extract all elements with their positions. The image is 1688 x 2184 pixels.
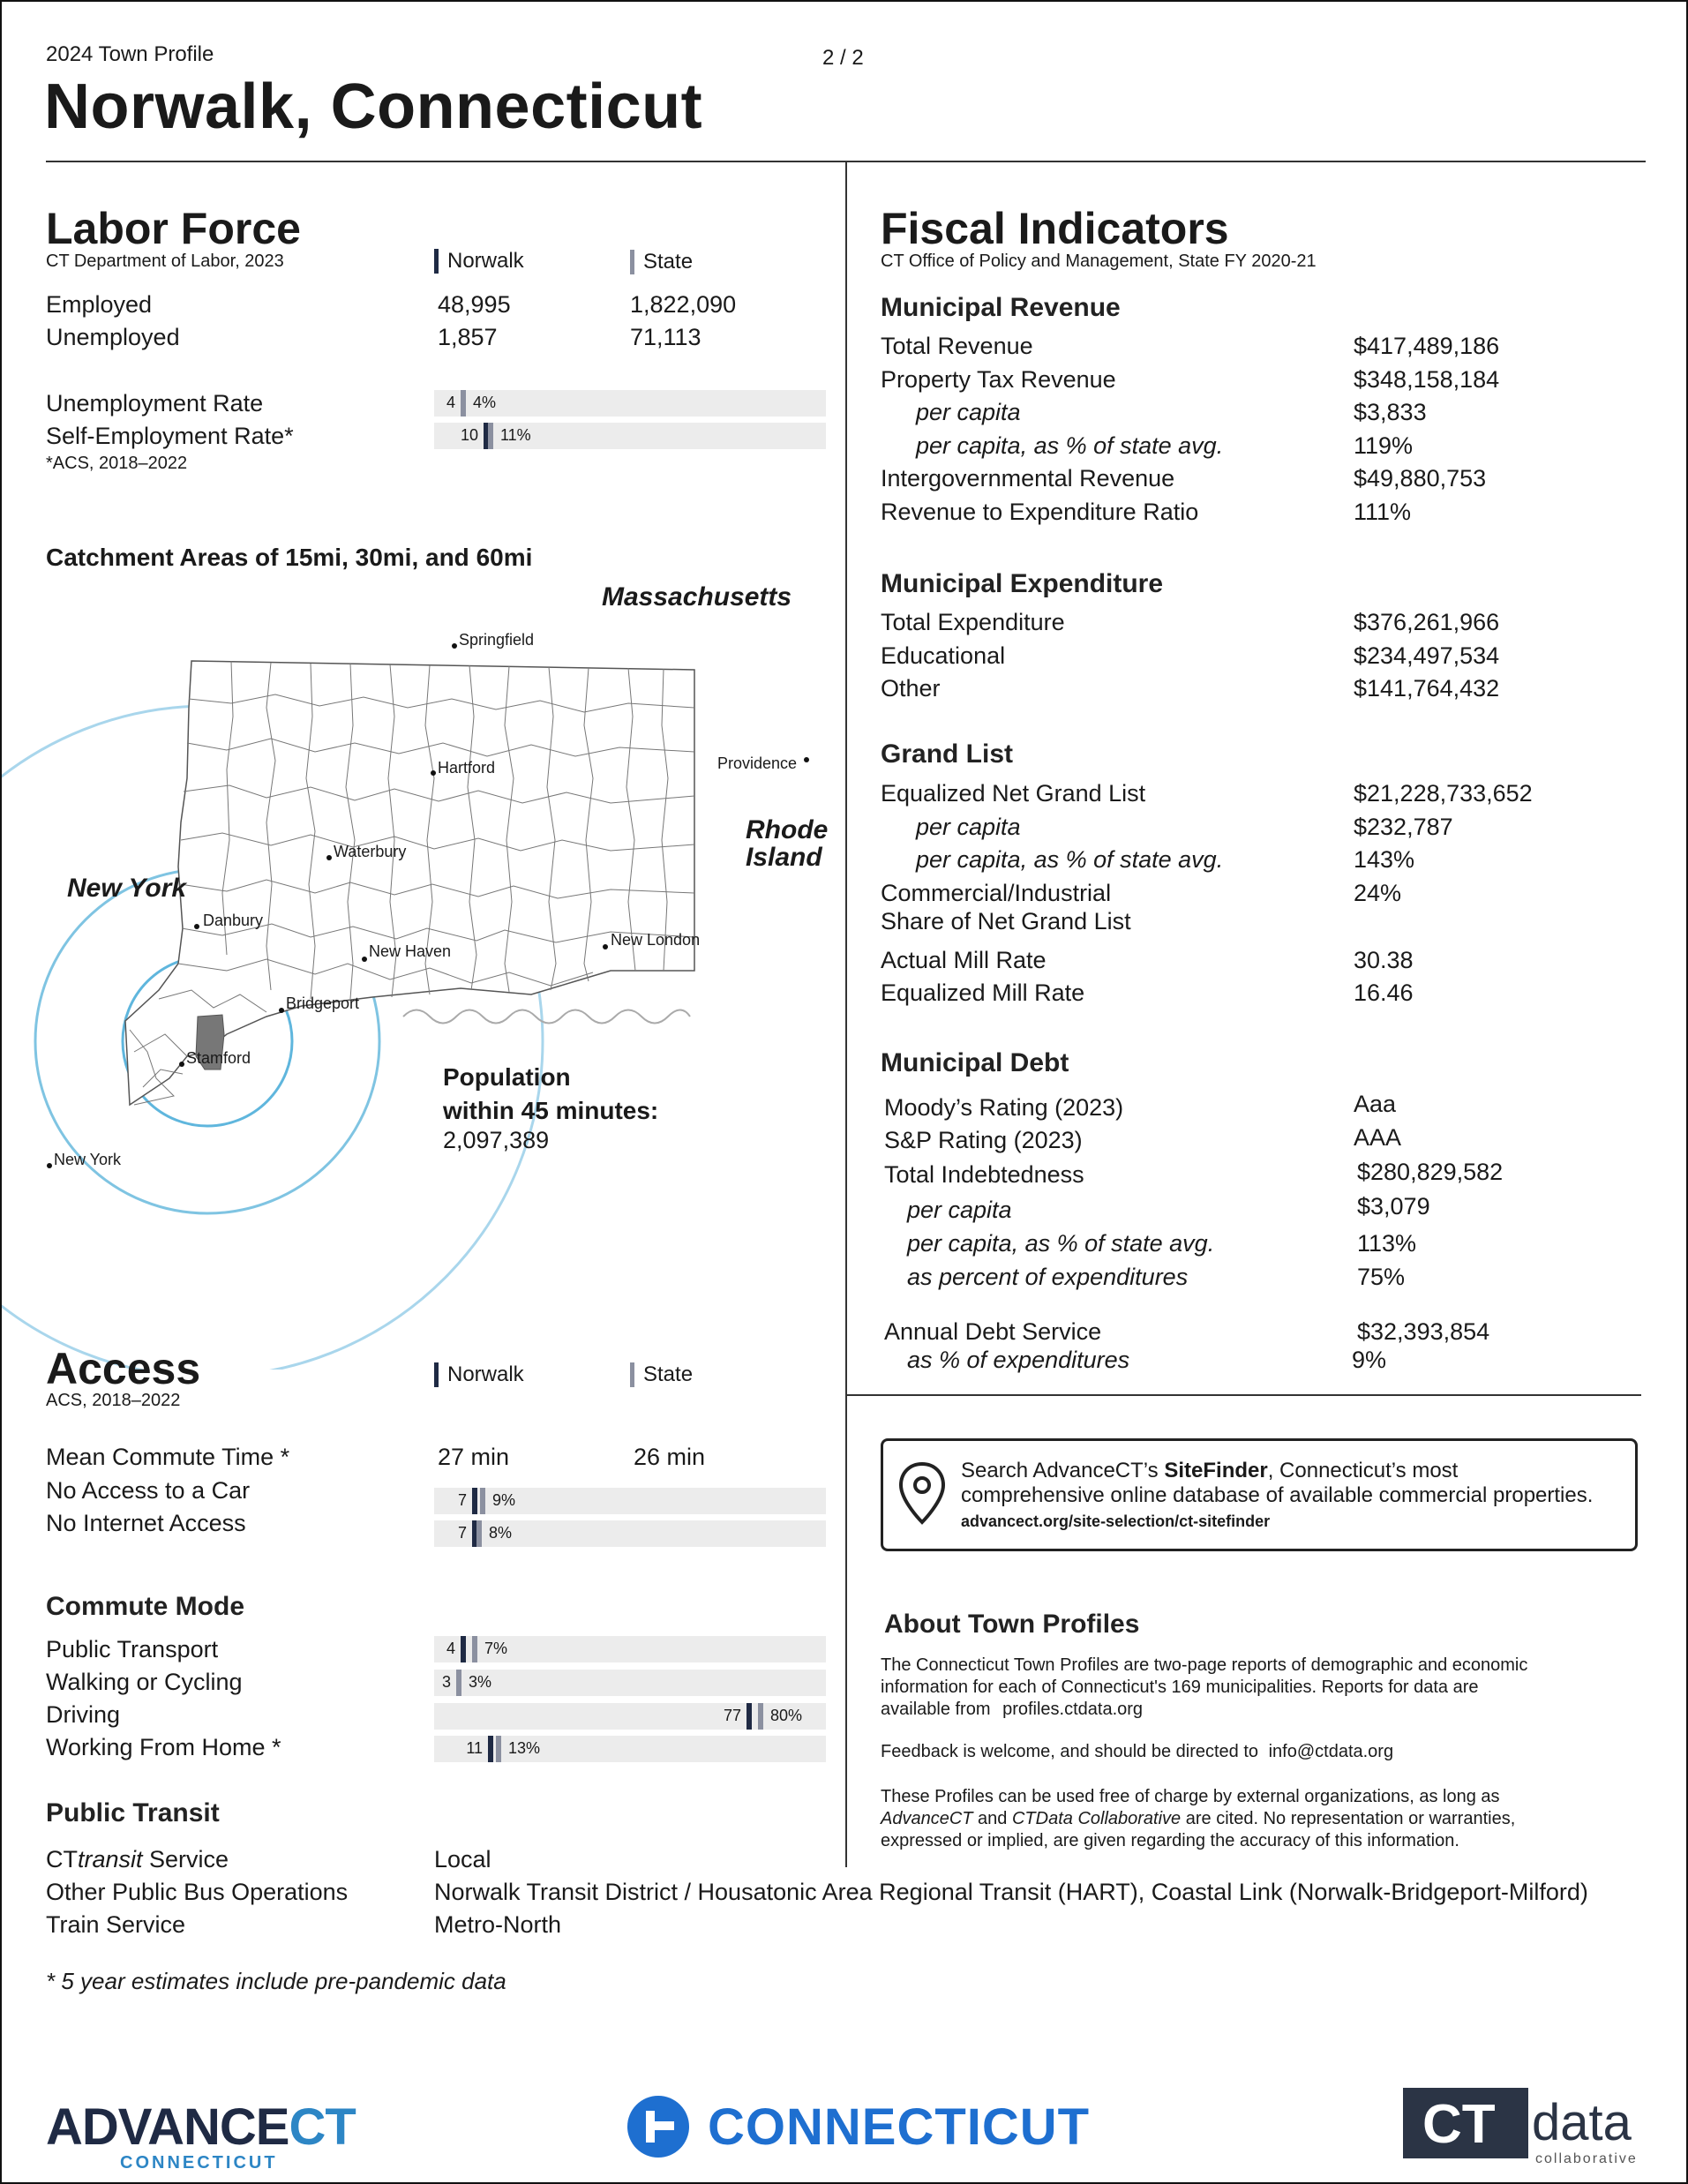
bus-operations-label: Other Public Bus Operations bbox=[46, 1879, 349, 1905]
about-paragraph-1: The Connecticut Town Profiles are two-page reports of demographic and economic information for each of Connecticut's 169 municipalities. Reports for data are available from profiles.ctdata.org bbox=[881, 1655, 1528, 1719]
fiscal-row-label: Educational bbox=[881, 642, 1006, 669]
advancect-logo[interactable]: ADVANCECT CONNECTICUT bbox=[46, 2098, 356, 2173]
equalized-mill-rate-value: 16.46 bbox=[1354, 979, 1414, 1006]
unemployment-rate-bar bbox=[434, 390, 826, 417]
unemployed-label: Unemployed bbox=[46, 324, 180, 350]
bar-town-marker bbox=[461, 1636, 466, 1662]
fiscal-row-value: $348,158,184 bbox=[1354, 365, 1500, 393]
fiscal-row-value: $376,261,966 bbox=[1354, 609, 1500, 635]
fiscal-row-value: $3,833 bbox=[1354, 399, 1427, 425]
profiles-link[interactable]: profiles.ctdata.org bbox=[1002, 1700, 1144, 1719]
fiscal-row-value: $234,497,534 bbox=[1354, 642, 1500, 669]
bar-state-marker bbox=[496, 1736, 501, 1762]
bar-town-value-label: 7 bbox=[457, 1491, 467, 1509]
debt-per-capita-label: per capita bbox=[907, 1197, 1012, 1223]
bar-state-marker bbox=[461, 390, 466, 417]
work-from-home-bar bbox=[434, 1736, 826, 1762]
commercial-share-label-1: Commercial/Industrial bbox=[881, 880, 1112, 906]
fiscal-row-label: Total Revenue bbox=[881, 333, 1033, 359]
bar-state-value-label: 7% bbox=[484, 1640, 508, 1657]
actual-mill-rate-label: Actual Mill Rate bbox=[881, 947, 1047, 973]
driving-bar bbox=[434, 1703, 826, 1730]
train-service-label: Train Service bbox=[46, 1911, 186, 1938]
waterbury-dot bbox=[326, 855, 332, 860]
profile-label: 2024 Town Profile bbox=[46, 42, 214, 66]
bar-state-marker bbox=[488, 423, 493, 449]
no-internet-bar bbox=[434, 1520, 826, 1547]
bar-state-value-label: 13% bbox=[508, 1739, 541, 1757]
no-internet-label: No Internet Access bbox=[46, 1510, 246, 1536]
labor-col-town: Norwalk bbox=[434, 249, 524, 274]
bar-town-value-label: 4 bbox=[446, 1640, 455, 1657]
connecticut-logo[interactable]: CONNECTICUT bbox=[626, 2095, 1090, 2158]
waterbury-label: Waterbury bbox=[334, 843, 407, 860]
danbury-label: Danbury bbox=[203, 912, 264, 929]
debt-pct-state-label: per capita, as % of state avg. bbox=[907, 1230, 1215, 1257]
train-service-value: Metro-North bbox=[434, 1911, 562, 1938]
labor-col-state: State bbox=[630, 250, 693, 274]
labor-force-source: CT Department of Labor, 2023 bbox=[46, 251, 284, 271]
debt-service-pct-label: as % of expenditures bbox=[907, 1347, 1130, 1373]
bar-town-value-label: 77 bbox=[723, 1707, 741, 1724]
bar-state-value-label: 11% bbox=[500, 426, 531, 444]
fiscal-row-label: Revenue to Expenditure Ratio bbox=[881, 498, 1199, 525]
providence-dot bbox=[804, 757, 809, 762]
debt-service-pct-value: 9% bbox=[1352, 1347, 1387, 1373]
fiscal-row-value: 119% bbox=[1354, 432, 1414, 459]
access-col-town: Norwalk bbox=[434, 1362, 524, 1387]
bridgeport-dot bbox=[279, 1008, 284, 1013]
fiscal-title: Fiscal Indicators bbox=[881, 204, 1229, 253]
employed-label: Employed bbox=[46, 291, 153, 318]
debt-title: Municipal Debt bbox=[881, 1048, 1069, 1077]
bar-town-value-label: 7 bbox=[457, 1524, 467, 1542]
labor-footnote: *ACS, 2018–2022 bbox=[46, 454, 188, 473]
unemployed-state: 71,113 bbox=[630, 324, 701, 350]
springfield-dot bbox=[452, 643, 457, 649]
location-pin-icon bbox=[896, 1460, 949, 1527]
fiscal-row-value: $141,764,432 bbox=[1354, 675, 1500, 702]
fiscal-row-label: Other bbox=[881, 675, 941, 702]
walking-cycling-bar bbox=[434, 1670, 826, 1696]
employed-town: 48,995 bbox=[438, 291, 511, 318]
bar-state-marker bbox=[476, 1520, 482, 1547]
bar-state-value-label: 3% bbox=[469, 1673, 492, 1691]
work-from-home-label: Working From Home * bbox=[46, 1734, 281, 1760]
commercial-share-value: 24% bbox=[1354, 880, 1402, 906]
self-employment-rate-label: Self-Employment Rate* bbox=[46, 423, 294, 449]
fiscal-row-label: Total Expenditure bbox=[881, 609, 1065, 635]
springfield-label: Springfield bbox=[459, 631, 535, 649]
moodys-value: Aaa bbox=[1354, 1091, 1397, 1117]
self-employment-rate-bar bbox=[434, 423, 826, 449]
sound-wave bbox=[403, 1010, 690, 1024]
bar-town-value-label: 10 bbox=[460, 426, 478, 444]
new-haven-dot bbox=[362, 957, 367, 962]
grand-list-per-capita-value: $232,787 bbox=[1354, 814, 1453, 840]
sp-value: AAA bbox=[1354, 1124, 1402, 1151]
population-label-2: within 45 minutes: bbox=[443, 1097, 659, 1124]
bus-operations-value: Norwalk Transit District / Housatonic Area Regional Transit (HART), Coastal Link (Norwalk-Bridgeport-Milford) bbox=[434, 1879, 1588, 1905]
grand-list-title: Grand List bbox=[881, 739, 1014, 769]
public-transport-label: Public Transport bbox=[46, 1636, 219, 1662]
fiscal-source: CT Office of Policy and Management, State FY 2020-21 bbox=[881, 251, 1317, 271]
labor-force-title: Labor Force bbox=[46, 204, 301, 253]
stamford-label: Stamford bbox=[186, 1049, 251, 1067]
bar-state-marker bbox=[480, 1488, 485, 1514]
massachusetts-label: Massachusetts bbox=[602, 582, 792, 612]
fiscal-row-value: $49,880,753 bbox=[1354, 465, 1487, 492]
new-london-label: New London bbox=[611, 931, 701, 949]
walking-cycling-label: Walking or Cycling bbox=[46, 1669, 243, 1695]
sitefinder-link[interactable]: advancect.org/site-selection/ct-sitefinder bbox=[961, 1512, 1271, 1530]
revenue-title: Municipal Revenue bbox=[881, 293, 1121, 322]
bar-town-marker bbox=[746, 1703, 752, 1730]
fiscal-row-label: per capita, as % of state avg. bbox=[916, 432, 1224, 459]
bar-state-marker bbox=[456, 1670, 461, 1696]
pandemic-footnote: * 5 year estimates include pre-pandemic data bbox=[46, 1968, 506, 1994]
new-york-city-dot bbox=[47, 1163, 52, 1168]
hartford-label: Hartford bbox=[438, 759, 496, 777]
moodys-label: Moody’s Rating (2023) bbox=[884, 1094, 1124, 1121]
about-title: About Town Profiles bbox=[884, 1610, 1140, 1639]
fiscal-row-value: $417,489,186 bbox=[1354, 333, 1500, 359]
new-london-dot bbox=[603, 944, 608, 949]
about-paragraph-3: These Profiles can be used free of charge by external organizations, as long as AdvanceCT and CTData Collaborative are cited. No representation or warranties, expressed or implied, are given regarding the accuracy of this information. bbox=[881, 1787, 1516, 1850]
grand-list-per-capita-label: per capita bbox=[916, 814, 1021, 840]
sitefinder-line1: Search AdvanceCT’s SiteFinder, Connecticut’s most bbox=[961, 1459, 1459, 1482]
total-indebtedness-value: $280,829,582 bbox=[1357, 1159, 1504, 1185]
equalized-mill-rate-label: Equalized Mill Rate bbox=[881, 979, 1085, 1006]
stamford-dot bbox=[179, 1062, 184, 1067]
access-col-state: State bbox=[630, 1362, 693, 1387]
bar-town-value-label: 4 bbox=[446, 394, 455, 411]
employed-state: 1,822,090 bbox=[630, 291, 737, 318]
cttransit-label: CTtransit Service bbox=[46, 1846, 229, 1873]
fiscal-row-label: per capita bbox=[916, 399, 1021, 425]
sp-label: S&P Rating (2023) bbox=[884, 1127, 1083, 1153]
commercial-share-label-2: Share of Net Grand List bbox=[881, 908, 1131, 934]
bar-state-marker bbox=[472, 1636, 477, 1662]
bar-town-marker bbox=[488, 1736, 493, 1762]
grand-list-pct-state-label: per capita, as % of state avg. bbox=[916, 846, 1224, 873]
page-number: 2 / 2 bbox=[822, 46, 864, 70]
catchment-map bbox=[2, 575, 840, 1370]
new-haven-label: New Haven bbox=[369, 942, 452, 960]
fiscal-row-value: 111% bbox=[1354, 498, 1412, 525]
catchment-title: Catchment Areas of 15mi, 30mi, and 60mi bbox=[46, 544, 533, 571]
cttransit-value: Local bbox=[434, 1846, 491, 1873]
commute-mode-title: Commute Mode bbox=[46, 1592, 244, 1621]
public-transport-bar bbox=[434, 1636, 826, 1662]
debt-pct-state-value: 113% bbox=[1357, 1230, 1417, 1257]
bridgeport-label: Bridgeport bbox=[286, 994, 360, 1012]
unemployed-town: 1,857 bbox=[438, 324, 498, 350]
bar-town-value-label: 11 bbox=[466, 1739, 483, 1757]
public-transit-title: Public Transit bbox=[46, 1798, 220, 1828]
bar-state-value-label: 8% bbox=[489, 1524, 513, 1542]
grand-list-pct-state-value: 143% bbox=[1354, 846, 1415, 873]
new-york-city-label: New York bbox=[54, 1151, 122, 1168]
about-paragraph-2: Feedback is welcome, and should be directed to info@ctdata.org bbox=[881, 1742, 1394, 1761]
commute-time-label: Mean Commute Time * bbox=[46, 1444, 290, 1470]
commute-time-town: 27 min bbox=[438, 1444, 510, 1470]
access-title: Access bbox=[46, 1344, 201, 1393]
unemployment-rate-label: Unemployment Rate bbox=[46, 390, 264, 417]
population-value: 2,097,389 bbox=[443, 1127, 550, 1153]
driving-label: Driving bbox=[46, 1701, 121, 1728]
column-divider bbox=[845, 162, 847, 1867]
danbury-dot bbox=[194, 924, 199, 929]
state-legend-mark bbox=[630, 250, 634, 274]
sitefinder-box[interactable] bbox=[881, 1438, 1638, 1551]
new-york-state-label: New York bbox=[67, 874, 187, 903]
page-title: Norwalk, Connecticut bbox=[44, 71, 703, 142]
bar-state-value-label: 9% bbox=[492, 1491, 516, 1509]
actual-mill-rate-value: 30.38 bbox=[1354, 947, 1414, 973]
access-source: ACS, 2018–2022 bbox=[46, 1391, 181, 1410]
debt-per-capita-value: $3,079 bbox=[1357, 1193, 1430, 1220]
grand-list-equalized-label: Equalized Net Grand List bbox=[881, 780, 1146, 807]
fiscal-bottom-rule bbox=[847, 1394, 1641, 1396]
population-label-1: Population bbox=[443, 1063, 571, 1091]
hartford-dot bbox=[431, 770, 436, 776]
bar-town-marker bbox=[472, 1488, 477, 1514]
debt-pct-expenditures-label: as percent of expenditures bbox=[907, 1264, 1189, 1290]
no-car-label: No Access to a Car bbox=[46, 1477, 251, 1504]
connecticut-logo-icon bbox=[626, 2095, 690, 2158]
debt-service-value: $32,393,854 bbox=[1357, 1318, 1490, 1345]
providence-label: Providence bbox=[717, 754, 798, 772]
bar-state-marker bbox=[758, 1703, 763, 1730]
debt-pct-expenditures-value: 75% bbox=[1357, 1264, 1406, 1290]
expenditure-title: Municipal Expenditure bbox=[881, 569, 1164, 598]
fiscal-row-label: Intergovernmental Revenue bbox=[881, 465, 1175, 492]
total-indebtedness-label: Total Indebtedness bbox=[884, 1161, 1084, 1188]
sitefinder-line2: comprehensive online database of available commercial properties. bbox=[961, 1483, 1594, 1507]
bar-state-value-label: 80% bbox=[770, 1707, 803, 1724]
feedback-email-link[interactable]: info@ctdata.org bbox=[1268, 1742, 1394, 1761]
grand-list-equalized-value: $21,228,733,652 bbox=[1354, 780, 1533, 807]
debt-service-label: Annual Debt Service bbox=[884, 1318, 1102, 1345]
rhode-island-label-2: Island bbox=[746, 843, 822, 872]
town-legend-mark bbox=[434, 249, 439, 274]
bar-state-value-label: 4% bbox=[473, 394, 497, 411]
rhode-island-label-1: Rhode bbox=[746, 815, 829, 844]
fiscal-row-label: Property Tax Revenue bbox=[881, 365, 1116, 393]
no-car-bar bbox=[434, 1488, 826, 1514]
commute-time-state: 26 min bbox=[634, 1444, 706, 1470]
ctdata-logo[interactable]: CT data collaborative bbox=[1403, 2088, 1650, 2167]
bar-town-value-label: 3 bbox=[441, 1673, 451, 1691]
